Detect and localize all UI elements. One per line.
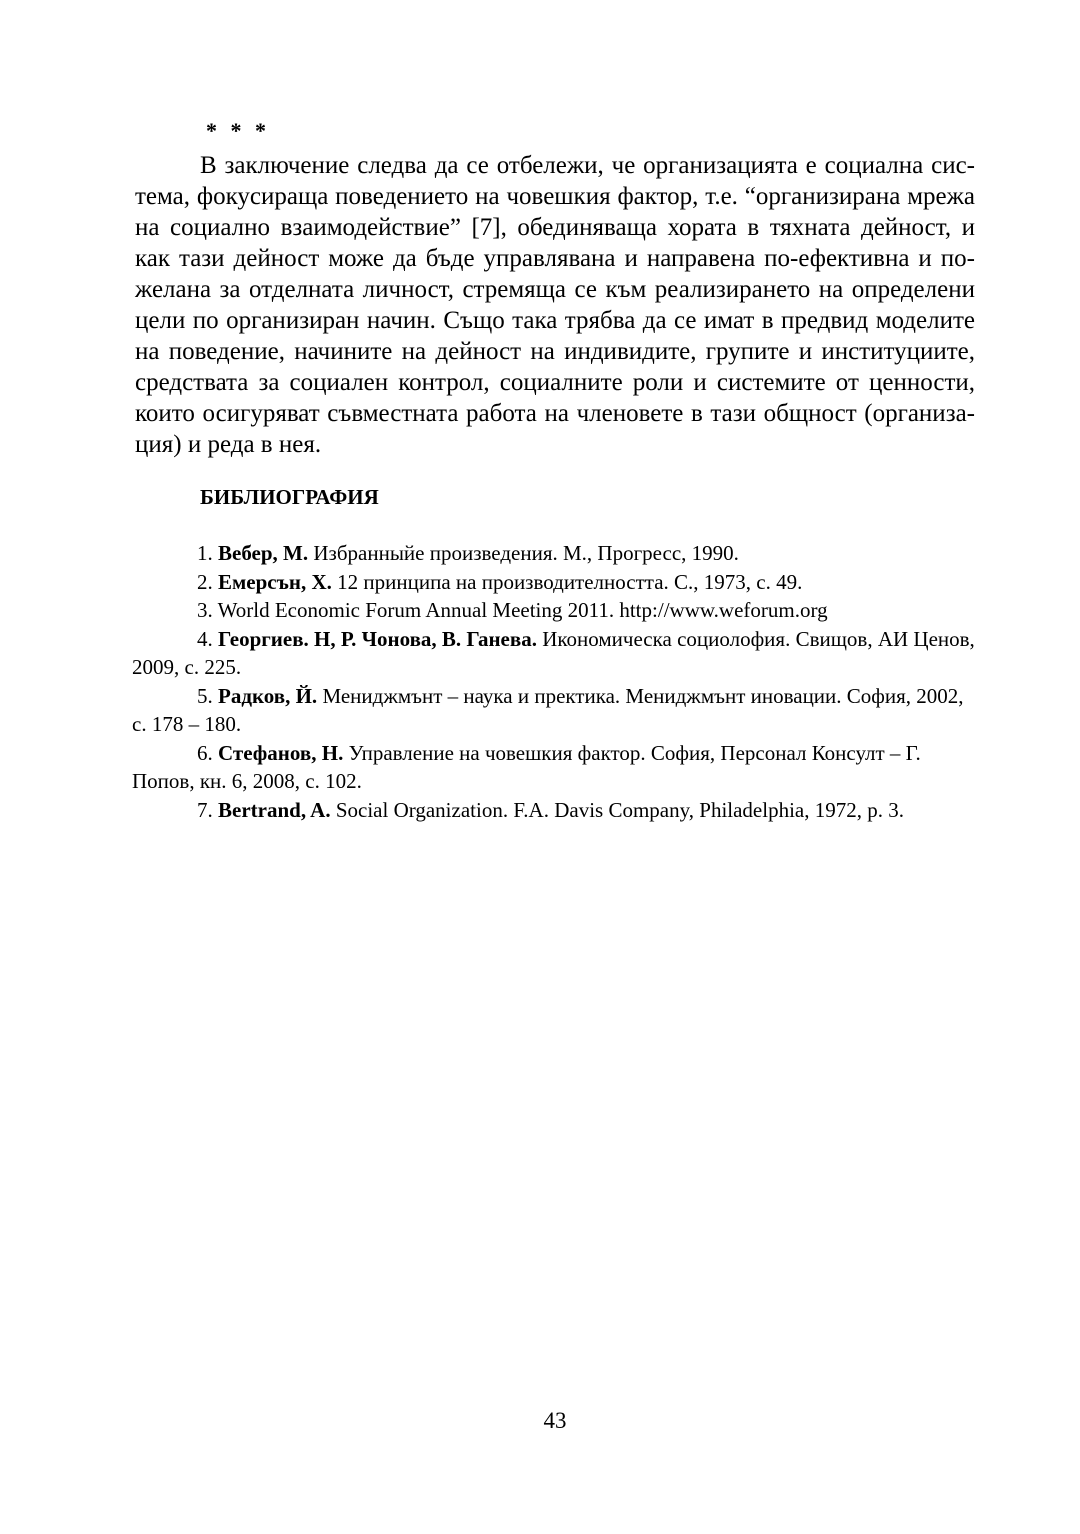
bibliography-item — [132, 539, 976, 568]
bibliography-item — [132, 739, 976, 796]
item-author: Вебер, М. — [218, 541, 309, 565]
item-number: 6. — [197, 740, 213, 765]
item-author: Радков, Й. — [218, 683, 318, 708]
item-author: Bertrand, A. — [218, 797, 331, 822]
item-author: Георгиев. Н, Р. Чонова, В. Ганева. — [218, 626, 537, 651]
item-number: 2. — [197, 569, 213, 594]
bibliography-item — [132, 596, 976, 625]
bibliography-item — [132, 568, 976, 597]
item-text: Управление на човешкия фактор. София, Персонал Консулт – Г. Попов, кн. 6, 2008, с. 102. — [132, 740, 921, 793]
item-text: World Economic Forum Annual Meeting 2011. http://www.weforum.org — [217, 598, 828, 622]
bibliography-item — [132, 625, 976, 682]
item-number: 3. — [197, 598, 213, 622]
item-number: 1. — [197, 541, 213, 565]
item-text: Избранныйе произведения. М., Прогресс, 1990. — [313, 541, 739, 565]
conclusion-paragraph: В заключение следва да се отбележи, че организацията е социална система, фокусираща поведението на човешкия фактор, т.е. “организирана мрежа на социално взаимодействие” [7], обединяваща хората в тяхната дейност, и как тази дейност може да бъде управлявана и направена по-ефективна и пожелана за отделната личност, стремяща се към реализирането на определени цели по организиран начин. Също така трябва да се имат в предвид моделите на поведение, начините на дейност на индивидите, групите и институциите, средствата за социален контрол, социалните роли и системите от ценности, които осигуряват съвместната работа на членовете в тази общност (организация) и реда в нея. — [135, 152, 975, 458]
item-text: 12 принципа на производителността. С., 1973, с. 49. — [337, 569, 803, 594]
page-number: 43 — [543, 1408, 567, 1433]
item-text: Social Organization. F.A. Davis Company, Philadelphia, 1972, p. 3. — [335, 797, 904, 822]
item-author: Стефанов, Н. — [218, 740, 344, 765]
section-separator: * * * — [206, 118, 270, 143]
bibliography-item — [132, 682, 976, 739]
item-number: 7. — [197, 797, 213, 822]
bibliography-list — [132, 539, 976, 824]
item-number: 4. — [197, 626, 213, 651]
item-text: Икономическа социолофия. Свищов, АИ Ценов, 2009, с. 225. — [132, 626, 975, 679]
bibliography-heading: БИБЛИОГРАФИЯ — [200, 485, 379, 509]
item-number: 5. — [197, 683, 213, 708]
item-text: Мениджмънт – наука и пректика. Мениджмънт иновации. София, 2002, с. 178 – 180. — [132, 683, 964, 736]
item-author: Емерсън, Х. — [218, 569, 332, 594]
bibliography-item — [132, 796, 976, 825]
